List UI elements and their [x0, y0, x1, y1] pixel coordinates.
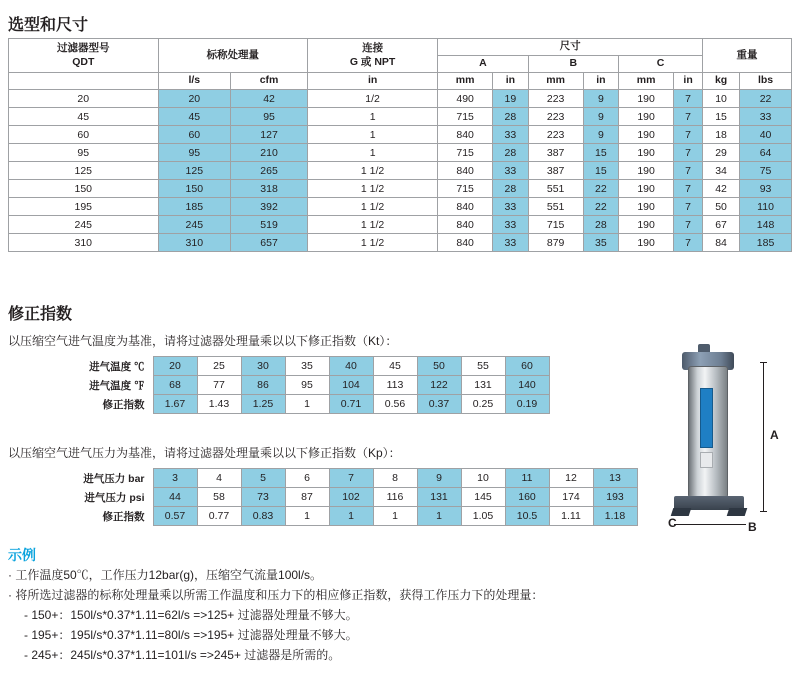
correction-cell: 145 [461, 488, 505, 507]
spec-cell-b_in: 15 [583, 162, 618, 180]
spec-cell-cfm: 95 [231, 108, 308, 126]
dimension-line-a [763, 362, 764, 512]
spec-cell-conn: 1 [308, 108, 438, 126]
spec-cell-c_in: 7 [674, 108, 703, 126]
row-label: 进气压力 psi [8, 488, 153, 507]
table-row [9, 144, 792, 162]
spec-cell-c_in: 7 [674, 234, 703, 252]
spec-cell-ls: 125 [158, 162, 231, 180]
table-row [8, 357, 549, 376]
table-row [8, 395, 549, 414]
spec-cell-b_mm: 387 [528, 144, 583, 162]
spec-cell-c_mm: 190 [619, 126, 674, 144]
spec-cell-b_in: 28 [583, 216, 618, 234]
correction-cell: 0.71 [329, 395, 373, 414]
header-connection-line1: 连接 [362, 42, 384, 55]
table-row [9, 108, 792, 126]
spec-cell-model: 20 [9, 90, 159, 108]
row-label: 进气温度 ℃ [8, 357, 153, 376]
spec-cell-a_in: 33 [493, 126, 528, 144]
spec-cell-a_in: 33 [493, 198, 528, 216]
correction-cell: 8 [373, 469, 417, 488]
spec-cell-b_mm: 551 [528, 180, 583, 198]
spec-cell-ls: 245 [158, 216, 231, 234]
example-line-3: - 150+：150l/s*0.37*1.11=62l/s =>125+ 过滤器处理量不够大。 [24, 608, 358, 622]
correction-cell: 5 [241, 469, 285, 488]
table-row [9, 162, 792, 180]
header-dim-c: C [619, 56, 703, 73]
spec-cell-b_in: 9 [583, 108, 618, 126]
spec-cell-model: 95 [9, 144, 159, 162]
correction-cell: 1.18 [593, 507, 637, 526]
page-title-sizing: 选型和尺寸 [8, 17, 89, 34]
spec-table-head [9, 39, 792, 90]
header-connection-line2: G 或 NPT [349, 55, 396, 68]
correction-cell: 68 [153, 376, 197, 395]
unit-cell: mm [528, 73, 583, 90]
spec-cell-c_in: 7 [674, 180, 703, 198]
spec-cell-b_in: 22 [583, 198, 618, 216]
table-row [9, 126, 792, 144]
spec-cell-a_in: 33 [493, 162, 528, 180]
row-label: 进气压力 bar [8, 469, 153, 488]
table-row [8, 376, 549, 395]
unit-cell-blank [9, 73, 159, 90]
spec-cell-a_mm: 715 [438, 108, 493, 126]
example-title: 示例 [8, 547, 36, 563]
spec-cell-lbs: 22 [740, 90, 792, 108]
spec-cell-c_mm: 190 [619, 162, 674, 180]
correction-cell: 87 [285, 488, 329, 507]
spec-cell-cfm: 318 [231, 180, 308, 198]
spec-cell-model: 195 [9, 198, 159, 216]
specification-table [8, 38, 792, 252]
spec-cell-cfm: 392 [231, 198, 308, 216]
row-label: 修正指数 [8, 395, 153, 414]
spec-cell-kg: 10 [703, 90, 740, 108]
spec-cell-b_in: 15 [583, 144, 618, 162]
unit-cell: mm [438, 73, 493, 90]
table-row [9, 90, 792, 108]
spec-cell-a_mm: 840 [438, 162, 493, 180]
spec-cell-c_in: 7 [674, 126, 703, 144]
spec-cell-a_in: 19 [493, 90, 528, 108]
spec-cell-kg: 34 [703, 162, 740, 180]
spec-cell-a_mm: 490 [438, 90, 493, 108]
correction-cell: 1 [417, 507, 461, 526]
dimension-label-c: C [668, 516, 677, 530]
dimension-label-a: A [770, 428, 779, 442]
spec-cell-c_in: 7 [674, 198, 703, 216]
spec-cell-lbs: 110 [740, 198, 792, 216]
unit-cell: l/s [158, 73, 231, 90]
spec-cell-conn: 1 1/2 [308, 180, 438, 198]
correction-cell: 104 [329, 376, 373, 395]
temperature-lead-text: 以压缩空气进气温度为基准，请将过滤器处理量乘以以下修正指数（Kt）： [8, 334, 398, 348]
header-connection [308, 39, 438, 73]
correction-cell: 30 [241, 357, 285, 376]
spec-cell-kg: 42 [703, 180, 740, 198]
correction-cell: 131 [417, 488, 461, 507]
spec-cell-c_mm: 190 [619, 144, 674, 162]
spec-cell-a_mm: 840 [438, 126, 493, 144]
table-row [9, 234, 792, 252]
spec-cell-kg: 18 [703, 126, 740, 144]
spec-cell-cfm: 127 [231, 126, 308, 144]
correction-cell: 40 [329, 357, 373, 376]
spec-cell-b_mm: 223 [528, 126, 583, 144]
correction-cell: 116 [373, 488, 417, 507]
row-label: 修正指数 [8, 507, 153, 526]
correction-cell: 25 [197, 357, 241, 376]
unit-cell: cfm [231, 73, 308, 90]
spec-cell-c_mm: 190 [619, 90, 674, 108]
spec-cell-lbs: 93 [740, 180, 792, 198]
example-line-2: · 将所选过滤器的标称处理量乘以所需工作温度和压力下的相应修正指数，获得工作压力下的处理量： [8, 588, 544, 602]
header-weight: 重量 [703, 39, 792, 73]
header-model-line2: QDT [72, 55, 95, 68]
spec-cell-a_mm: 840 [438, 216, 493, 234]
spec-cell-c_mm: 190 [619, 216, 674, 234]
correction-cell: 1 [329, 507, 373, 526]
unit-cell: mm [619, 73, 674, 90]
correction-cell: 0.56 [373, 395, 417, 414]
table-row [9, 216, 792, 234]
spec-cell-conn: 1 [308, 144, 438, 162]
unit-cell: kg [703, 73, 740, 90]
spec-cell-ls: 95 [158, 144, 231, 162]
correction-cell: 0.19 [505, 395, 549, 414]
spec-cell-lbs: 40 [740, 126, 792, 144]
correction-cell: 60 [505, 357, 549, 376]
correction-cell: 0.57 [153, 507, 197, 526]
correction-cell: 160 [505, 488, 549, 507]
spec-cell-lbs: 75 [740, 162, 792, 180]
spec-cell-b_mm: 879 [528, 234, 583, 252]
page-title-correction: 修正指数 [8, 306, 73, 323]
correction-cell: 95 [285, 376, 329, 395]
spec-cell-cfm: 265 [231, 162, 308, 180]
correction-cell: 11 [505, 469, 549, 488]
spec-cell-ls: 60 [158, 126, 231, 144]
correction-cell: 86 [241, 376, 285, 395]
spec-cell-c_mm: 190 [619, 234, 674, 252]
temperature-correction-table [8, 356, 550, 414]
spec-cell-ls: 150 [158, 180, 231, 198]
spec-cell-a_in: 28 [493, 144, 528, 162]
correction-cell: 102 [329, 488, 373, 507]
spec-cell-b_in: 9 [583, 90, 618, 108]
spec-cell-kg: 50 [703, 198, 740, 216]
unit-cell: in [308, 73, 438, 90]
spec-cell-ls: 45 [158, 108, 231, 126]
spec-cell-lbs: 33 [740, 108, 792, 126]
correction-cell: 1.11 [549, 507, 593, 526]
spec-cell-a_mm: 715 [438, 144, 493, 162]
temperature-table-body [8, 357, 549, 414]
correction-cell: 113 [373, 376, 417, 395]
example-line-5: - 245+：245l/s*0.37*1.11=101l/s =>245+ 过滤器是所需的。 [24, 648, 341, 662]
spec-cell-ls: 20 [158, 90, 231, 108]
spec-cell-model: 245 [9, 216, 159, 234]
spec-cell-c_in: 7 [674, 144, 703, 162]
spec-cell-c_in: 7 [674, 90, 703, 108]
spec-cell-b_mm: 715 [528, 216, 583, 234]
spec-cell-cfm: 210 [231, 144, 308, 162]
spec-cell-c_mm: 190 [619, 198, 674, 216]
spec-header-row-units [9, 73, 792, 90]
spec-cell-model: 150 [9, 180, 159, 198]
table-row [8, 469, 637, 488]
header-dim-b: B [528, 56, 618, 73]
spec-cell-kg: 15 [703, 108, 740, 126]
correction-cell: 1 [285, 507, 329, 526]
header-dim-a: A [438, 56, 528, 73]
spec-cell-model: 60 [9, 126, 159, 144]
correction-cell: 3 [153, 469, 197, 488]
correction-cell: 140 [505, 376, 549, 395]
table-row [8, 488, 637, 507]
spec-cell-a_mm: 840 [438, 198, 493, 216]
unit-cell: in [583, 73, 618, 90]
correction-cell: 0.77 [197, 507, 241, 526]
pressure-lead-text: 以压缩空气进气压力为基准，请将过滤器处理量乘以以下修正指数（Kp）： [8, 446, 401, 460]
correction-cell: 77 [197, 376, 241, 395]
correction-cell: 50 [417, 357, 461, 376]
spec-cell-c_in: 7 [674, 162, 703, 180]
spec-cell-b_mm: 223 [528, 90, 583, 108]
header-model-line1: 过滤器型号 [57, 42, 110, 55]
spec-cell-b_mm: 223 [528, 108, 583, 126]
spec-cell-b_mm: 387 [528, 162, 583, 180]
table-row [9, 180, 792, 198]
product-indicator-strip [700, 388, 713, 448]
product-illustration [660, 348, 795, 538]
correction-cell: 1.25 [241, 395, 285, 414]
product-foot-left [671, 508, 692, 516]
spec-cell-lbs: 185 [740, 234, 792, 252]
spec-cell-conn: 1 1/2 [308, 198, 438, 216]
correction-cell: 9 [417, 469, 461, 488]
correction-cell: 44 [153, 488, 197, 507]
spec-cell-conn: 1 1/2 [308, 162, 438, 180]
correction-cell: 45 [373, 357, 417, 376]
spec-cell-ls: 310 [158, 234, 231, 252]
spec-cell-c_in: 7 [674, 216, 703, 234]
correction-cell: 35 [285, 357, 329, 376]
correction-cell: 0.37 [417, 395, 461, 414]
correction-cell: 1 [285, 395, 329, 414]
example-line-4: - 195+：195l/s*0.37*1.11=80l/s =>195+ 过滤器处理量不够大。 [24, 628, 358, 642]
spec-cell-conn: 1 1/2 [308, 234, 438, 252]
correction-cell: 122 [417, 376, 461, 395]
correction-cell: 7 [329, 469, 373, 488]
correction-cell: 55 [461, 357, 505, 376]
spec-cell-a_in: 33 [493, 216, 528, 234]
header-model [9, 39, 159, 73]
correction-cell: 4 [197, 469, 241, 488]
spec-cell-b_in: 35 [583, 234, 618, 252]
spec-cell-model: 310 [9, 234, 159, 252]
spec-cell-c_mm: 190 [619, 108, 674, 126]
spec-cell-cfm: 519 [231, 216, 308, 234]
unit-cell: lbs [740, 73, 792, 90]
spec-cell-b_in: 9 [583, 126, 618, 144]
spec-cell-a_mm: 840 [438, 234, 493, 252]
spec-cell-model: 45 [9, 108, 159, 126]
correction-cell: 20 [153, 357, 197, 376]
spec-cell-conn: 1 [308, 126, 438, 144]
correction-cell: 1.67 [153, 395, 197, 414]
spec-cell-a_in: 33 [493, 234, 528, 252]
table-row [8, 507, 637, 526]
correction-cell: 10.5 [505, 507, 549, 526]
spec-cell-a_mm: 715 [438, 180, 493, 198]
dimension-label-b: B [748, 520, 757, 534]
product-label [700, 452, 713, 468]
correction-cell: 1 [373, 507, 417, 526]
spec-cell-c_mm: 190 [619, 180, 674, 198]
spec-cell-conn: 1/2 [308, 90, 438, 108]
unit-cell: in [674, 73, 703, 90]
spec-header-row-1 [9, 39, 792, 56]
correction-cell: 12 [549, 469, 593, 488]
spec-cell-lbs: 64 [740, 144, 792, 162]
correction-cell: 58 [197, 488, 241, 507]
header-nominal-flow: 标称处理量 [158, 39, 308, 73]
spec-cell-ls: 185 [158, 198, 231, 216]
pressure-table-body [8, 469, 637, 526]
correction-cell: 131 [461, 376, 505, 395]
spec-cell-kg: 29 [703, 144, 740, 162]
correction-cell: 193 [593, 488, 637, 507]
correction-cell: 10 [461, 469, 505, 488]
spec-cell-b_in: 22 [583, 180, 618, 198]
correction-cell: 13 [593, 469, 637, 488]
correction-cell: 174 [549, 488, 593, 507]
spec-cell-cfm: 42 [231, 90, 308, 108]
correction-cell: 73 [241, 488, 285, 507]
spec-cell-conn: 1 1/2 [308, 216, 438, 234]
correction-cell: 6 [285, 469, 329, 488]
spec-cell-model: 125 [9, 162, 159, 180]
correction-cell: 1.43 [197, 395, 241, 414]
row-label: 进气温度 ℉ [8, 376, 153, 395]
spec-cell-a_in: 28 [493, 108, 528, 126]
product-foot-right [727, 508, 748, 516]
spec-cell-cfm: 657 [231, 234, 308, 252]
spec-table-body [9, 90, 792, 252]
unit-cell: in [493, 73, 528, 90]
spec-cell-kg: 67 [703, 216, 740, 234]
spec-cell-lbs: 148 [740, 216, 792, 234]
pressure-correction-table [8, 468, 638, 526]
header-dimensions: 尺寸 [438, 39, 703, 56]
spec-cell-kg: 84 [703, 234, 740, 252]
spec-cell-b_mm: 551 [528, 198, 583, 216]
table-row [9, 198, 792, 216]
correction-cell: 0.25 [461, 395, 505, 414]
example-line-1: · 工作温度50℃，工作压力12bar(g)，压缩空气流量100l/s。 [8, 568, 323, 582]
spec-cell-a_in: 28 [493, 180, 528, 198]
correction-cell: 0.83 [241, 507, 285, 526]
correction-cell: 1.05 [461, 507, 505, 526]
dimension-line-cb [674, 524, 746, 525]
